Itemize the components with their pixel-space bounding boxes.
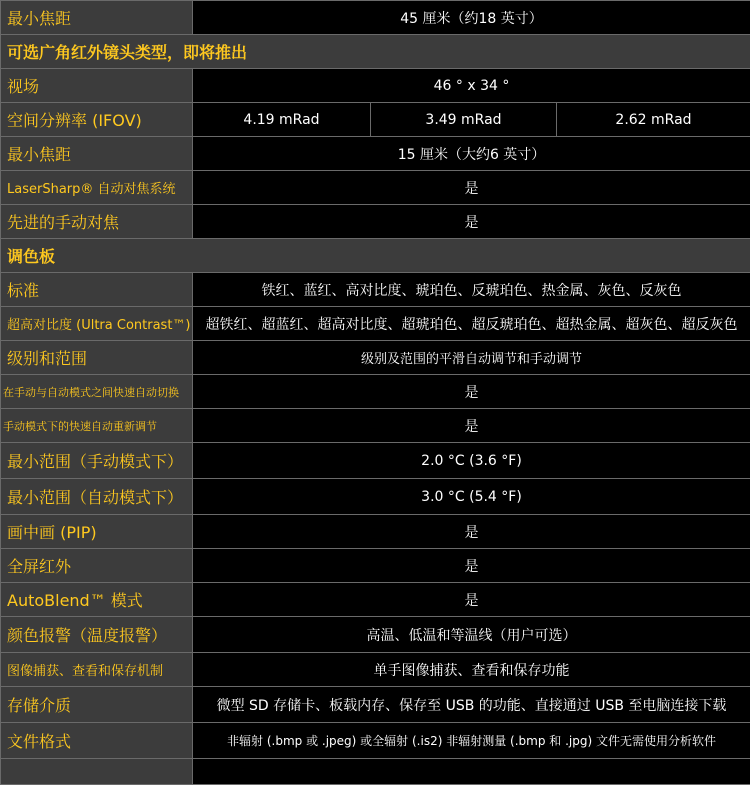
spec-label: LaserSharp® 自动对焦系统 <box>1 171 193 205</box>
spec-value: 46 ° x 34 ° <box>193 69 750 103</box>
spec-value: 是 <box>193 205 750 239</box>
spec-row <box>1 205 750 239</box>
spec-value: 是 <box>193 375 750 409</box>
spec-label: 颜色报警（温度报警） <box>1 617 193 653</box>
spec-label <box>1 759 193 785</box>
spec-row <box>1 137 750 171</box>
spec-value: 3.0 °C (5.4 °F) <box>193 479 750 515</box>
spec-row <box>1 549 750 583</box>
spec-row <box>1 171 750 205</box>
spec-label: 超高对比度 (Ultra Contrast™) <box>1 307 193 341</box>
spec-row <box>1 341 750 375</box>
spec-row <box>1 583 750 617</box>
spec-value: 3.49 mRad <box>371 103 557 137</box>
spec-value: 4.19 mRad <box>193 103 371 137</box>
spec-label: 空间分辨率 (IFOV) <box>1 103 193 137</box>
spec-row <box>1 443 750 479</box>
spec-label: 图像捕获、查看和保存机制 <box>1 653 193 687</box>
spec-value: 是 <box>193 583 750 617</box>
spec-value: 非辐射 (.bmp 或 .jpeg) 或全辐射 (.is2) 非辐射测量 (.bmp 和 .jpg) 文件无需使用分析软件 <box>193 723 750 759</box>
spec-value: 2.0 °C (3.6 °F) <box>193 443 750 479</box>
spec-row <box>1 69 750 103</box>
spec-row <box>1 375 750 409</box>
spec-label: 最小范围（自动模式下） <box>1 479 193 515</box>
section-header-row <box>1 35 750 69</box>
spec-row <box>1 1 750 35</box>
spec-row <box>1 479 750 515</box>
spec-value: 超铁红、超蓝红、超高对比度、超琥珀色、超反琥珀色、超热金属、超灰色、超反灰色 <box>193 307 750 341</box>
spec-row <box>1 723 750 759</box>
spec-value: 单手图像捕获、查看和保存功能 <box>193 653 750 687</box>
spec-label: 存储介质 <box>1 687 193 723</box>
spec-value: 级别及范围的平滑自动调节和手动调节 <box>193 341 750 375</box>
spec-value: 2.62 mRad <box>557 103 750 137</box>
spec-label: 标准 <box>1 273 193 307</box>
spec-value: 是 <box>193 549 750 583</box>
spec-row <box>1 617 750 653</box>
spec-label: 在手动与自动模式之间快速自动切换 <box>1 375 193 409</box>
spec-value: 45 厘米（约18 英寸） <box>193 1 750 35</box>
spec-label: 视场 <box>1 69 193 103</box>
spec-value: 是 <box>193 515 750 549</box>
spec-value: 微型 SD 存储卡、板载内存、保存至 USB 的功能、直接通过 USB 至电脑连接下载 <box>193 687 750 723</box>
spec-label: AutoBlend™ 模式 <box>1 583 193 617</box>
spec-row <box>1 273 750 307</box>
spec-label: 级别和范围 <box>1 341 193 375</box>
spec-value <box>193 759 750 785</box>
spec-row <box>1 515 750 549</box>
spec-label: 全屏红外 <box>1 549 193 583</box>
spec-label: 先进的手动对焦 <box>1 205 193 239</box>
spec-row <box>1 103 750 137</box>
spec-row <box>1 307 750 341</box>
spec-label: 文件格式 <box>1 723 193 759</box>
spec-row <box>1 759 750 785</box>
spec-label: 手动模式下的快速自动重新调节 <box>1 409 193 443</box>
section-header-row <box>1 239 750 273</box>
section-title: 调色板 <box>1 239 750 273</box>
spec-value: 高温、低温和等温线（用户可选） <box>193 617 750 653</box>
spec-value: 是 <box>193 171 750 205</box>
spec-label: 最小焦距 <box>1 137 193 171</box>
spec-label: 最小焦距 <box>1 1 193 35</box>
spec-value: 铁红、蓝红、高对比度、琥珀色、反琥珀色、热金属、灰色、反灰色 <box>193 273 750 307</box>
spec-label: 最小范围（手动模式下） <box>1 443 193 479</box>
spec-value: 15 厘米（大约6 英寸） <box>193 137 750 171</box>
spec-row <box>1 653 750 687</box>
spec-row <box>1 409 750 443</box>
spec-row <box>1 687 750 723</box>
spec-label: 画中画 (PIP) <box>1 515 193 549</box>
spec-value: 是 <box>193 409 750 443</box>
section-title: 可选广角红外镜头类型，即将推出 <box>1 35 750 69</box>
